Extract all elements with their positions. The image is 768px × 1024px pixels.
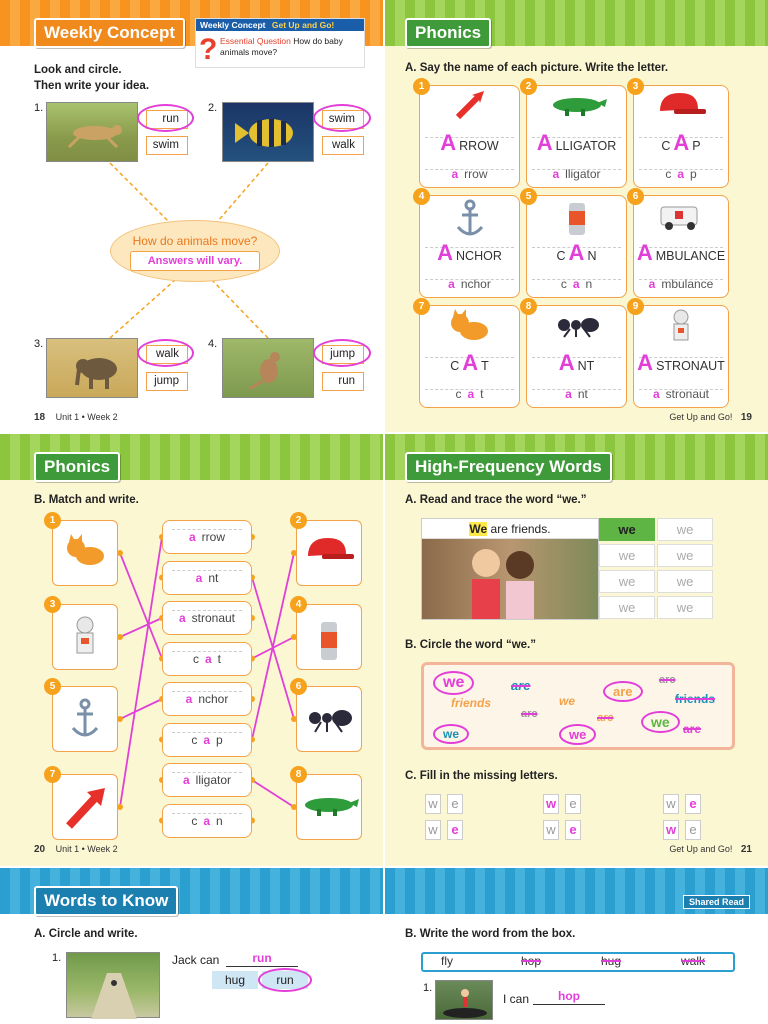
card-picture-icon — [419, 199, 520, 239]
uppercase-word — [419, 130, 520, 158]
card-number-badge: 4 — [413, 188, 430, 205]
word-run: run — [322, 372, 364, 391]
word-hug — [212, 971, 258, 989]
sentence-panel — [421, 518, 599, 620]
word-rest: p — [690, 167, 697, 181]
answer-text: run — [252, 951, 272, 965]
page-tab: Words to Know — [34, 886, 178, 916]
picture-number-badge: 3 — [44, 596, 61, 613]
lowercase-word — [526, 387, 627, 403]
page-number — [34, 412, 118, 423]
question-text: How do animals move? — [132, 234, 258, 248]
card-picture-icon — [633, 309, 729, 349]
page-number-value: 18 — [34, 412, 46, 423]
word-rest: N — [587, 249, 597, 263]
section-label: Shared Read — [683, 895, 750, 909]
cloud-word: arc — [659, 674, 676, 686]
circled-walk[interactable] — [137, 339, 194, 367]
page-tab: Phonics — [405, 18, 491, 48]
written-letter: a — [652, 387, 660, 401]
letter-box[interactable]: e — [685, 794, 701, 814]
instructions: A. Circle and write. — [34, 928, 138, 940]
uppercase-word — [633, 350, 729, 378]
left-picture-icon — [52, 616, 118, 665]
cloud-word: are — [683, 722, 702, 736]
match-line[interactable] — [120, 618, 162, 637]
right-picture-icon — [296, 788, 362, 823]
picture-number-badge: 1 — [44, 512, 61, 529]
word-prefix: C — [556, 249, 566, 263]
word-prefix: C — [661, 139, 671, 153]
match-word — [162, 814, 252, 828]
lowercase-word — [419, 387, 520, 403]
letter-box[interactable]: w — [425, 820, 441, 840]
card-picture-icon — [419, 309, 520, 349]
picture-number-badge: 4 — [290, 596, 307, 613]
page-22 — [0, 868, 383, 1024]
instructions: A. Say the name of each picture. Write the letter. — [405, 62, 669, 74]
word-rest: t — [480, 387, 484, 401]
circled-jump[interactable] — [313, 339, 371, 367]
page-number-value: 20 — [34, 844, 46, 855]
left-picture-icon — [52, 786, 118, 835]
word-prefix: c — [191, 732, 198, 747]
uppercase-word — [526, 130, 627, 158]
trace-word-box[interactable]: we — [599, 518, 655, 541]
letter-box[interactable]: e — [565, 794, 581, 814]
trace-word-box[interactable]: we — [599, 544, 655, 567]
cloud-word: we — [559, 694, 576, 708]
written-letter: A — [636, 240, 653, 265]
written-letter: A — [673, 130, 690, 155]
word-rest: lligator — [565, 167, 601, 181]
picture-number-badge: 8 — [290, 766, 307, 783]
written-letter: a — [203, 813, 210, 828]
page-23 — [385, 868, 768, 1024]
card-picture-icon — [526, 89, 627, 129]
written-letter: a — [552, 167, 560, 181]
word-rest: NCHOR — [456, 249, 502, 263]
written-letter: A — [536, 130, 553, 155]
picture-number-badge: 7 — [44, 766, 61, 783]
written-letter: a — [185, 692, 193, 706]
match-line[interactable] — [120, 699, 162, 719]
written-letter: a — [648, 277, 656, 291]
footer-text: Get Up and Go! — [669, 412, 733, 422]
match-word — [162, 733, 252, 747]
page-21 — [385, 434, 768, 866]
cloud-word[interactable]: we — [433, 724, 469, 744]
match-line[interactable] — [120, 537, 162, 807]
lowercase-word — [633, 387, 729, 403]
match-word — [162, 530, 252, 544]
item-number-1: 1. — [34, 102, 44, 114]
uppercase-word — [633, 240, 729, 268]
lowercase-word — [633, 167, 729, 183]
word-run: run — [146, 110, 188, 129]
uppercase-word — [419, 350, 520, 378]
card-picture-icon — [419, 89, 520, 129]
match-word — [162, 571, 252, 585]
page-footer — [669, 412, 752, 423]
lowercase-word — [419, 277, 520, 293]
written-letter: a — [204, 651, 212, 666]
item-number-2: 2. — [208, 102, 218, 114]
circled-run[interactable] — [137, 104, 194, 132]
card-number-badge: 8 — [520, 298, 537, 315]
page-tab: Phonics — [34, 452, 120, 482]
word-jump: jump — [146, 372, 188, 391]
word-rest: T — [481, 359, 489, 373]
box-word: fly — [441, 954, 453, 968]
word-prefix: c — [665, 167, 672, 181]
word-swim: swim — [146, 136, 188, 155]
banner-title: Weekly Concept — [200, 20, 266, 30]
letter-box[interactable]: e — [685, 820, 701, 840]
match-line[interactable] — [252, 780, 294, 807]
card-picture-icon — [633, 89, 729, 129]
written-letter: A — [440, 130, 457, 155]
instruction-a: A. Read and trace the word “we.” — [405, 494, 587, 506]
letter-box[interactable]: w — [425, 794, 441, 814]
sentence-i-can: I can — [503, 992, 530, 1006]
answer-text: hop — [558, 989, 580, 1003]
footer-text: Unit 1 • Week 2 — [55, 412, 118, 422]
word-rest: p — [216, 732, 223, 747]
word-rest: n — [216, 813, 223, 828]
cloud-word[interactable]: are — [603, 681, 643, 702]
right-picture-icon — [296, 618, 362, 669]
friends-photo — [422, 539, 598, 619]
word-prefix: C — [450, 359, 460, 373]
trace-word-box[interactable]: we — [657, 596, 713, 619]
word-prefix: c — [560, 277, 567, 291]
card-number-badge: 3 — [627, 78, 644, 95]
cloud-word[interactable]: we — [641, 711, 680, 733]
instruction-c: C. Fill in the missing letters. — [405, 770, 558, 782]
question-mark-icon: ? — [199, 33, 218, 66]
card-number-badge: 5 — [520, 188, 537, 205]
sentence-jack-can — [172, 953, 219, 967]
word-rest: stronaut — [191, 611, 236, 625]
written-letter: A — [558, 350, 575, 375]
written-letter: a — [467, 387, 475, 401]
written-letter: A — [568, 240, 585, 265]
page-tab: High-Frequency Words — [405, 452, 612, 482]
elephant-photo — [46, 338, 138, 398]
word-run-label: run — [276, 973, 294, 987]
lowercase-word — [526, 167, 627, 183]
card-number-badge: 6 — [627, 188, 644, 205]
left-picture-icon — [52, 532, 118, 577]
instruction-b: B. Circle the word “we.” — [405, 639, 536, 651]
cloud-word: friends — [675, 692, 716, 706]
left-picture-icon — [52, 698, 118, 745]
trace-word-box[interactable]: we — [657, 544, 713, 567]
box-word: hug — [601, 954, 622, 968]
letter-box[interactable]: e — [447, 820, 463, 840]
answer-field[interactable] — [130, 251, 260, 271]
banner-sub: Get Up and Go! — [271, 20, 335, 30]
match-word — [162, 773, 252, 787]
trace-word-box[interactable]: we — [599, 596, 655, 619]
word-rest: nchor — [460, 277, 491, 291]
word-rest: lligator — [195, 773, 232, 787]
word-rest: mbulance — [661, 277, 714, 291]
trampoline-photo — [435, 980, 493, 1020]
right-picture-icon — [296, 700, 362, 739]
written-letter: A — [462, 350, 479, 375]
instructions: B. Write the word from the box. — [405, 928, 576, 940]
uppercase-word — [419, 240, 520, 268]
cheetah-photo — [46, 102, 138, 162]
word-rest: P — [692, 139, 701, 153]
page-number-value: 21 — [740, 844, 752, 855]
word-rest: t — [217, 651, 222, 666]
item-number-1: 1. — [52, 952, 62, 964]
card-number-badge: 2 — [520, 78, 537, 95]
letter-box[interactable]: w — [663, 820, 679, 840]
match-word — [162, 652, 252, 666]
trace-word-box[interactable]: we — [657, 518, 713, 541]
written-letter: A — [637, 350, 654, 375]
cloud-word: are — [597, 712, 614, 724]
lowercase-word — [526, 277, 627, 293]
word-rest: MBULANCE — [655, 249, 726, 263]
match-line[interactable] — [252, 578, 294, 720]
word-rest: n — [585, 277, 593, 291]
cloud-word[interactable]: we — [559, 724, 596, 745]
picture-number-badge: 2 — [290, 512, 307, 529]
instructions: B. Match and write. — [34, 494, 139, 506]
page-tab: Weekly Concept — [34, 18, 185, 48]
cloud-word: arc — [521, 708, 538, 720]
fish-photo — [222, 102, 314, 162]
right-picture-icon — [296, 534, 362, 567]
written-letter: a — [572, 277, 580, 291]
uppercase-word — [633, 130, 729, 158]
page-20 — [0, 434, 383, 866]
circled-swim[interactable] — [313, 104, 371, 132]
eq-label: Essential Question — [220, 36, 291, 46]
box-word: walk — [681, 954, 706, 968]
written-letter: a — [451, 167, 459, 181]
letter-box[interactable]: w — [543, 794, 559, 814]
footer-text: Unit 1 • Week 2 — [55, 844, 118, 854]
letter-box[interactable]: w — [543, 820, 559, 840]
circled-run[interactable] — [258, 968, 312, 992]
uppercase-word — [526, 350, 627, 378]
match-word — [162, 692, 252, 706]
written-letter: a — [203, 732, 210, 747]
written-letter: A — [437, 240, 454, 265]
jack-can-text: Jack can — [172, 953, 220, 967]
page-18 — [0, 0, 383, 432]
picture-number-badge: 5 — [44, 678, 61, 695]
word-rest: NT — [577, 359, 595, 373]
card-number-badge: 1 — [413, 78, 430, 95]
word-rest: nt — [577, 387, 588, 401]
word-rest: nchor — [198, 692, 229, 706]
cloud-word: are — [511, 678, 531, 693]
word-prefix: c — [191, 813, 198, 828]
footer-text: Get Up and Go! — [669, 844, 733, 854]
written-letter: a — [195, 570, 203, 585]
sentence-rest: are friends. — [487, 522, 551, 536]
answer-blank[interactable] — [226, 951, 298, 967]
written-letter: a — [565, 387, 572, 401]
card-number-badge: 9 — [627, 298, 644, 315]
picture-number-badge: 6 — [290, 678, 307, 695]
match-word — [162, 611, 252, 625]
sentence-we: We — [469, 522, 488, 536]
box-word: hop — [521, 954, 542, 968]
word-rest: LLIGATOR — [555, 139, 617, 153]
word-jump: jump — [322, 345, 364, 364]
written-letter: a — [178, 611, 186, 625]
word-prefix: c — [192, 651, 199, 666]
word-rest: STRONAUT — [656, 359, 725, 373]
instruction-line-1: Look and circle. — [34, 64, 122, 76]
card-picture-icon — [633, 199, 729, 239]
page-19 — [385, 0, 768, 432]
word-walk: walk — [146, 345, 188, 364]
answer-blank[interactable] — [533, 989, 605, 1005]
letter-box[interactable]: e — [447, 794, 463, 814]
item-number-3: 3. — [34, 338, 44, 350]
card-number-badge: 7 — [413, 298, 430, 315]
cloud-word[interactable]: we — [433, 671, 474, 695]
written-letter: a — [448, 277, 455, 291]
match-line[interactable] — [120, 553, 162, 659]
word-prefix: c — [455, 387, 462, 401]
item-number-1: 1. — [423, 982, 433, 994]
kangaroo-photo — [222, 338, 314, 398]
written-letter: a — [188, 530, 196, 544]
eq-text: How do baby animals move? — [220, 36, 343, 57]
trace-word-box[interactable]: we — [599, 570, 655, 593]
word-rest: nt — [208, 570, 219, 585]
page-footer — [34, 844, 118, 855]
answer-text: Answers will vary. — [147, 255, 243, 267]
word-hug-label: hug — [224, 973, 246, 987]
word-rest: stronaut — [665, 387, 710, 401]
path-photo — [66, 952, 160, 1018]
word-rest: rrow — [464, 167, 488, 181]
card-picture-icon — [526, 309, 627, 349]
letter-box[interactable]: w — [663, 794, 679, 814]
written-letter: a — [677, 167, 684, 181]
letter-box[interactable]: e — [565, 820, 581, 840]
lowercase-word — [633, 277, 729, 293]
uppercase-word — [526, 240, 627, 268]
lowercase-word — [419, 167, 520, 183]
written-letter: a — [182, 773, 190, 787]
page-number-value: 19 — [740, 412, 752, 423]
word-rest: rrow — [201, 530, 226, 544]
word-rest: RROW — [459, 139, 499, 153]
word-walk: walk — [322, 136, 364, 155]
instruction-line-2: Then write your idea. — [34, 80, 150, 92]
trace-word-box[interactable]: we — [657, 570, 713, 593]
card-picture-icon — [526, 199, 627, 239]
item-number-4: 4. — [208, 338, 218, 350]
page-footer — [669, 844, 752, 855]
cloud-word: friends — [451, 696, 492, 710]
word-swim: swim — [322, 110, 364, 129]
